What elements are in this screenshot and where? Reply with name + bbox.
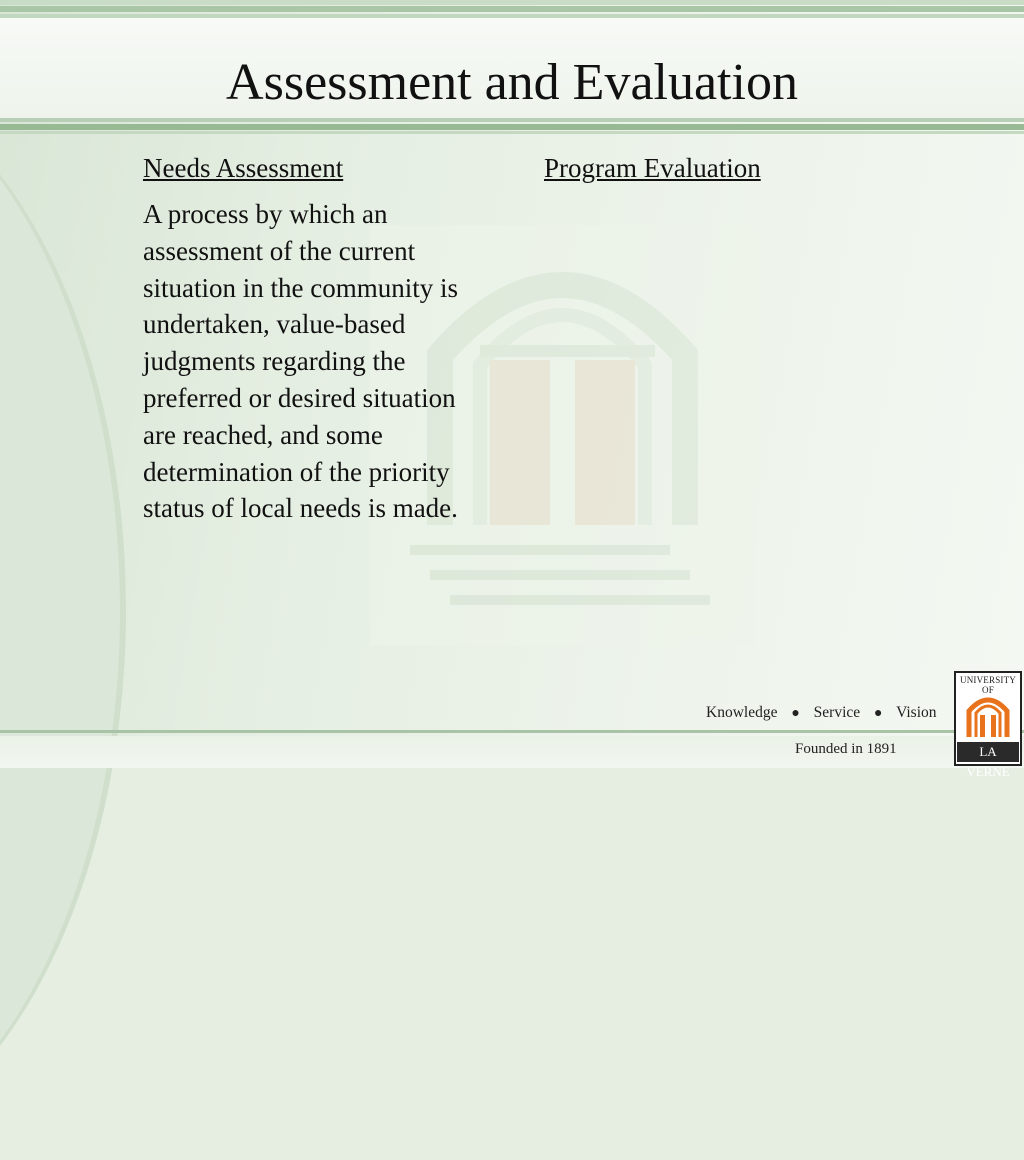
divider-band [0, 131, 1024, 134]
logo-bottom-text: LA VERNE [957, 742, 1019, 762]
slide-title: Assessment and Evaluation [226, 54, 798, 111]
divider-band [0, 124, 1024, 130]
founded-text: Founded in 1891 [795, 741, 897, 757]
footer-tagline [706, 704, 937, 722]
bullet-separator: ● [874, 706, 883, 721]
tagline-service: Service [813, 704, 861, 721]
bottom-band [0, 730, 1024, 733]
logo-top-text: UNIVERSITY OF [960, 675, 1016, 695]
needs-assessment-heading: Needs Assessment [143, 153, 344, 183]
program-evaluation-heading: Program Evaluation [544, 153, 761, 183]
divider-band [0, 118, 1024, 122]
bullet-separator: ● [791, 706, 800, 721]
tagline-vision: Vision [896, 704, 937, 721]
top-band [0, 6, 1024, 12]
arch-logo-icon [965, 691, 1011, 739]
university-logo [954, 671, 1022, 779]
left-swoosh-decoration [0, 60, 126, 1160]
tagline-knowledge: Knowledge [706, 704, 778, 721]
top-band [0, 0, 1024, 5]
needs-assessment-definition: A process by which an assessment of the current situation in the community is undertaken, value-based judgments regarding the preferred or desired situation are reached, and some determination of the priority status of local needs is made. [143, 199, 458, 524]
